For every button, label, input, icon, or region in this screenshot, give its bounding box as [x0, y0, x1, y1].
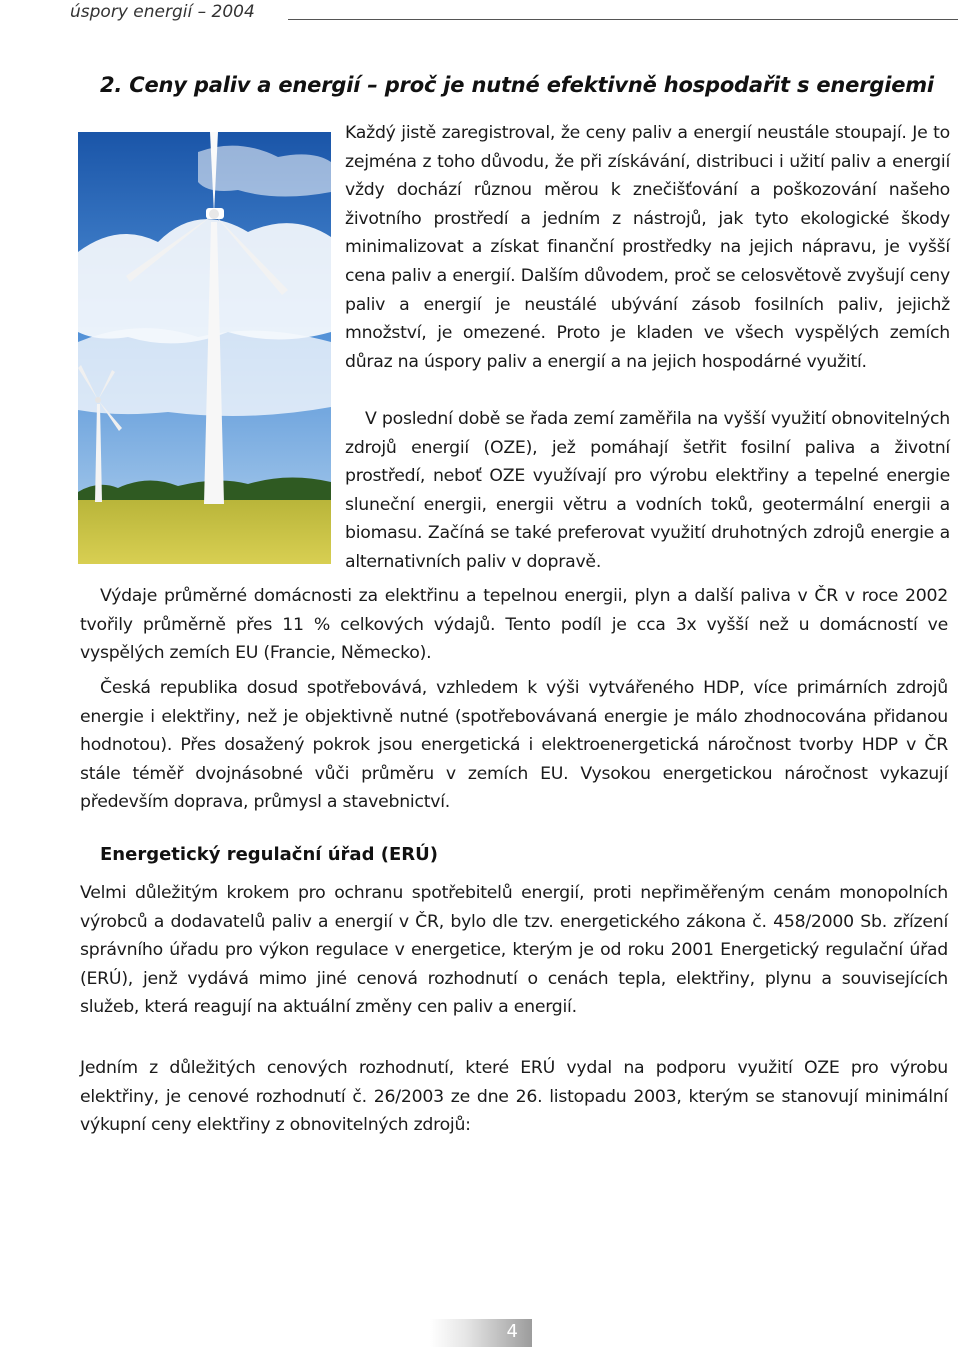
paragraph-renewables: V poslední době se řada zemí zaměřila na vyšší využití obnovitelných zdrojů energií (OZE), jež pomáhají šetřit fosilní paliva a životní prostředí, neboť OZE využívají pro výrobu elektřiny a tepelné energie sluneční energii, energii větru a vodních toků, geotermální energii a biomasu. Začíná se také preferovat využití druhotných zdrojů energie a alternativních paliv v dopravě.	[345, 409, 950, 572]
paragraph-household-expenses: Výdaje průměrné domácnosti za elektřinu a tepelnou energii, plyn a další paliva v ČR v roce 2002 tvořily průměrně přes 11 % celkových výdajů. Tento podíl je cca 3x vyšší než u domácností ve vyspělých zemích EU (Francie, Německo).	[80, 586, 948, 664]
running-header-title: úspory energií – 2004	[70, 2, 255, 22]
cloud	[78, 219, 331, 343]
chapter-title: 2. Ceny paliv a energií – proč je nutné efektivně hospodařit s energiemi	[100, 73, 934, 97]
field	[78, 500, 331, 564]
wind-turbines-image	[78, 132, 331, 564]
running-header	[0, 2, 960, 30]
paragraph-price-rise: Každý jistě zaregistroval, že ceny paliv a energií neustále stoupají. Je to zejména z toho důvodu, že při získávání, distribuci i užití paliv a energií vždy dochází různou měrou k znečišťování a poškozování našeho životního prostředí a jedním z nástrojů, jak tyto ekologické škody minimalizovat a získat finanční prostředky na jejich nápravu, je vyšší cena paliv a energií. Dalším důvodem, proč se celosvětově zvyšují ceny paliv a energií je neustálé ubývání zásob fosilních paliv, jejichž množství, je omezené. Proto je kladen ve všech vyspělých zemích důraz na úspory paliv a energií a na jejich hospodárné využití.	[345, 123, 950, 372]
turbine-hub	[95, 397, 101, 403]
paragraph-price-decision: Jedním z důležitých cenových rozhodnutí, které ERÚ vydal na podporu využití OZE pro výrobu elektřiny, je cenové rozhodnutí č. 26/2003 ze dne 26. listopadu 2003, kterým se stanovují minimální výkupní ceny elektřiny z obnovitelných zdrojů:	[80, 1058, 948, 1136]
cloud	[78, 328, 331, 416]
paragraph-eru-establishment: Velmi důležitým krokem pro ochranu spotřebitelů energií, proti nepřiměřeným cenám monopolních výrobců a dodavatelů paliv a energií v ČR, bylo dle tzv. energetického zákona č. 458/2000 Sb. zřízení správního úřadu pro výkon regulace v energetice, kterým je od roku 2001 Energetický regulační úřad (ERÚ), jenž vydává mimo jiné cenová rozhodnutí o cenách tepla, elektřiny, plynu a souvisejících služeb, která reagují na aktuální změny cen paliv a energií.	[80, 883, 948, 1018]
paragraph-energy-intensity: Česká republika dosud spotřebovává, vzhledem k výši vytvářeného HDP, více primárních zdrojů energie i elektřiny, než je objektivně nutné (spotřebovávaná energie je málo zhodnocována přidanou hodnotou). Přes dosažený pokrok jsou energetická i elektroenergetická náročnost tvorby HDP v ČR stále téměř dvojnásobné vůči průměru v zemích EU. Vysokou energetickou náročnost vykazují především doprava, průmysl a stavebnictví.	[80, 678, 948, 813]
header-rule	[288, 19, 958, 20]
turbine-hub	[209, 209, 219, 219]
page-number-box	[430, 1319, 532, 1347]
section-heading: Energetický regulační úřad (ERÚ)	[100, 844, 438, 865]
page-number: 4	[506, 1321, 518, 1342]
